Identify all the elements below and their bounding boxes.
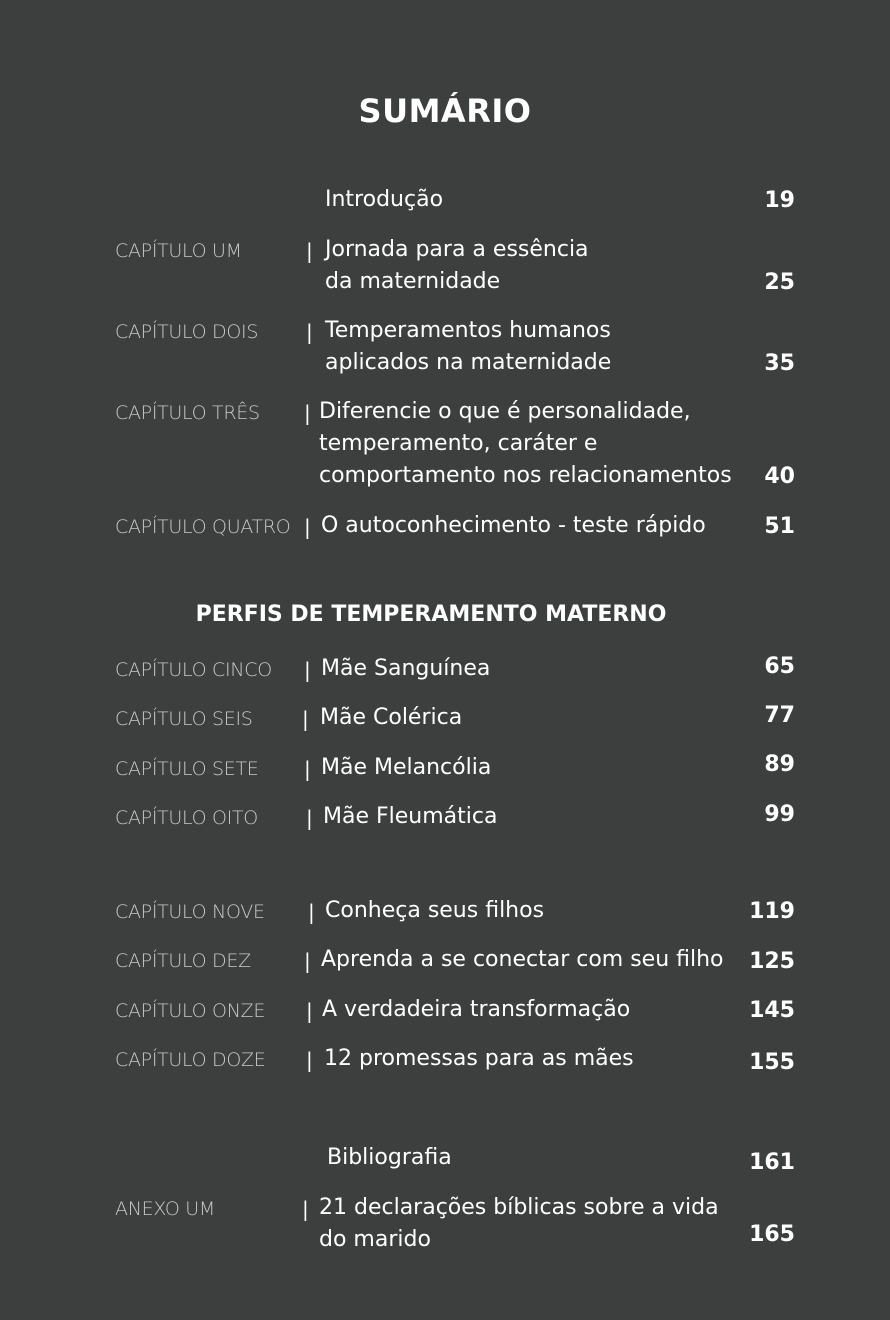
chapter-page: 40 <box>764 464 795 489</box>
separator-bar: | <box>306 320 313 344</box>
chapter-title: Aprenda a se conectar com seu filho <box>321 947 724 972</box>
chapter-page: 89 <box>764 752 795 777</box>
chapter-label: CAPÍTULO ONZE <box>115 1000 266 1022</box>
separator-bar: | <box>304 401 311 425</box>
chapter-title: Mãe Colérica <box>320 705 463 730</box>
separator-bar: | <box>302 1197 309 1221</box>
separator-bar: | <box>306 239 313 263</box>
chapter-label: CAPÍTULO TRÊS <box>115 402 260 424</box>
chapter-page: 119 <box>749 899 795 924</box>
separator-bar: | <box>304 515 311 539</box>
entry-introducao-page: 19 <box>764 188 795 213</box>
annex-label: ANEXO UM <box>115 1198 215 1220</box>
separator-bar: | <box>306 1048 313 1072</box>
chapter-label: CAPÍTULO QUATRO <box>115 516 291 538</box>
chapter-page: 155 <box>749 1050 795 1075</box>
separator-bar: | <box>304 949 311 973</box>
chapter-label: CAPÍTULO DOZE <box>115 1049 266 1071</box>
chapter-label: CAPÍTULO SETE <box>115 758 259 780</box>
chapter-label: CAPÍTULO NOVE <box>115 901 265 923</box>
chapter-page: 99 <box>764 802 795 827</box>
chapter-page: 125 <box>749 949 795 974</box>
entry-introducao-title: Introdução <box>325 187 444 212</box>
chapter-title: A verdadeira transformação <box>322 997 631 1022</box>
chapter-title: Mãe Sanguínea <box>321 656 491 681</box>
chapter-title: O autoconhecimento - teste rápido <box>321 513 706 538</box>
separator-bar: | <box>304 757 311 781</box>
chapter-page: 77 <box>764 703 795 728</box>
chapter-title: Diferencie o que é personalidade, temperamento, caráter e comportamento nos relacionamentos <box>319 399 732 488</box>
chapter-page: 51 <box>764 514 795 539</box>
separator-bar: | <box>308 900 315 924</box>
chapter-title: 12 promessas para as mães <box>324 1046 634 1071</box>
chapter-page: 25 <box>764 270 795 295</box>
entry-bibliografia-title: Bibliografia <box>327 1145 452 1170</box>
chapter-title: Conheça seus filhos <box>325 898 545 923</box>
chapter-label: CAPÍTULO OITO <box>115 807 258 829</box>
separator-bar: | <box>306 999 313 1023</box>
section-heading: PERFIS DE TEMPERAMENTO MATERNO <box>195 602 667 627</box>
chapter-page: 35 <box>764 351 795 376</box>
page-title: SUMÁRIO <box>358 92 532 130</box>
chapter-label: CAPÍTULO UM <box>115 240 242 262</box>
separator-bar: | <box>304 658 311 682</box>
chapter-title: Jornada para a essência da maternidade <box>325 237 589 294</box>
chapter-label: CAPÍTULO DOIS <box>115 321 259 343</box>
chapter-title: Mãe Fleumática <box>323 804 498 829</box>
chapter-title: Mãe Melancólia <box>321 755 492 780</box>
separator-bar: | <box>306 806 313 830</box>
chapter-title: Temperamentos humanos aplicados na maternidade <box>325 318 612 375</box>
chapter-label: CAPÍTULO SEIS <box>115 708 253 730</box>
annex-page: 165 <box>749 1222 795 1247</box>
chapter-label: CAPÍTULO DEZ <box>115 950 251 972</box>
chapter-label: CAPÍTULO CINCO <box>115 659 272 681</box>
chapter-page: 145 <box>749 998 795 1023</box>
annex-title: 21 declarações bíblicas sobre a vida do marido <box>319 1195 719 1252</box>
chapter-page: 65 <box>764 654 795 679</box>
entry-bibliografia-page: 161 <box>749 1150 795 1175</box>
separator-bar: | <box>302 707 309 731</box>
